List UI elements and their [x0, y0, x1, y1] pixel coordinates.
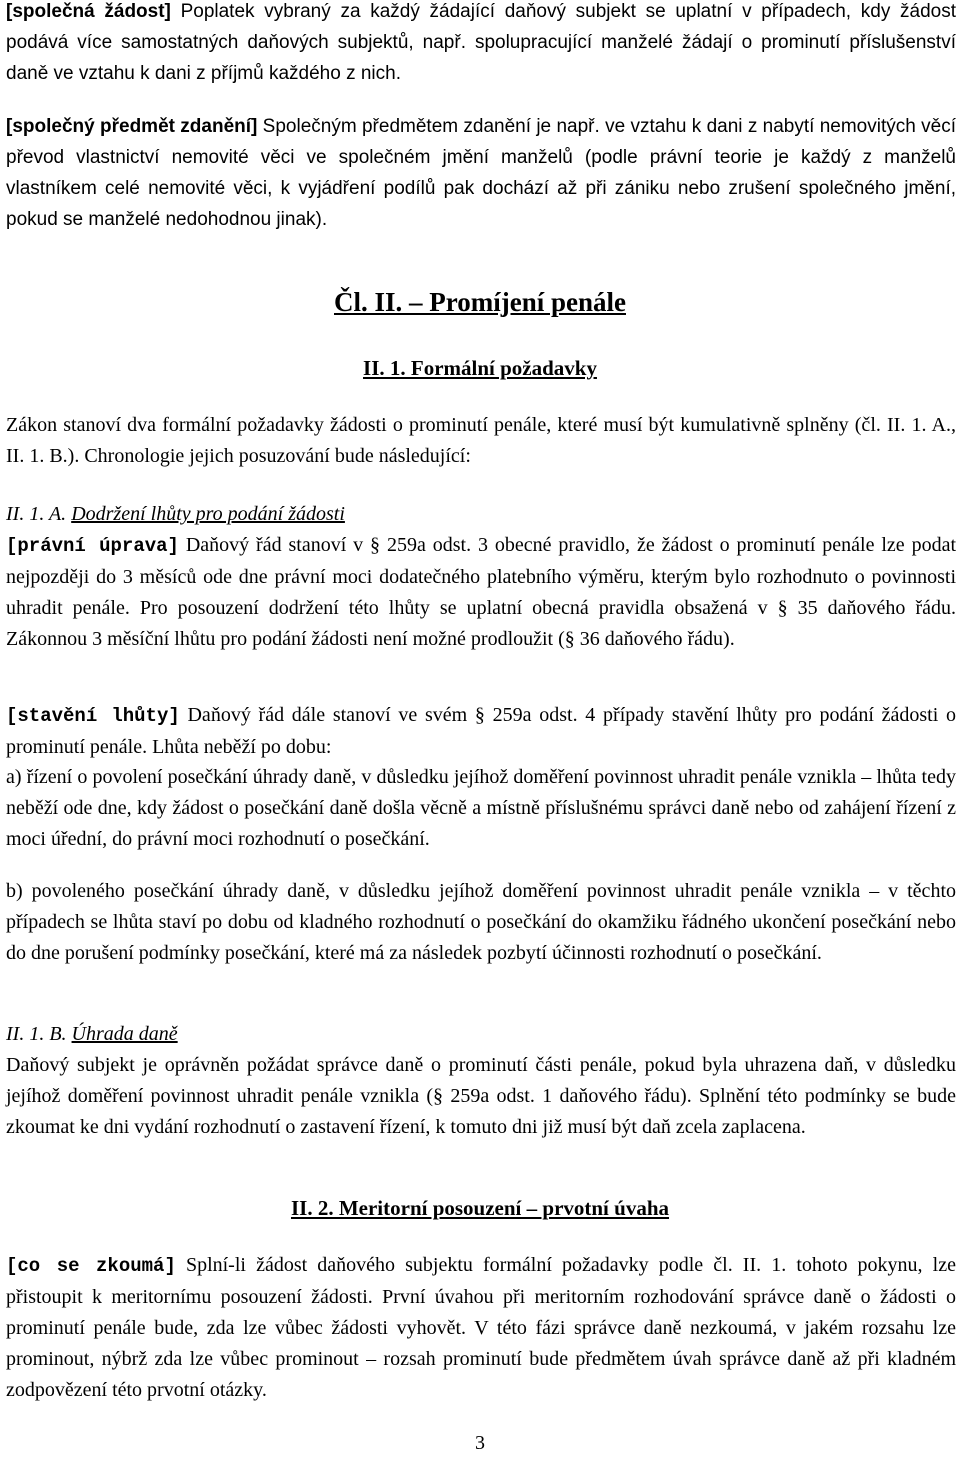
- subsection-heading: [0, 353, 960, 383]
- paragraph-co-se-zkouma: [6, 1250, 956, 1406]
- paragraph-spolecna-zadost: [6, 0, 956, 89]
- paragraph-pravni-uprava: [6, 530, 956, 655]
- subsection-heading-text: II. 1. Formální požadavky: [363, 356, 597, 380]
- subheading-title: Dodržení lhůty pro podání žádosti: [71, 503, 345, 525]
- term-label: [společný předmět zdanění]: [6, 116, 258, 137]
- section-heading: [0, 285, 960, 319]
- paragraph-text: Poplatek vybraný za každý žádající daňový subjekt se uplatní v případech, kdy žádost podává více samostatných daňových subjektů, např. spolupracující manželé žádají o prominutí příslušenství daně ve vztahu k dani z příjmů každého z nich.: [6, 1, 956, 84]
- subsection-heading-text: II. 2. Meritorní posouzení – prvotní úvaha: [290, 1196, 670, 1220]
- term-label: [stavění lhůty]: [6, 705, 180, 727]
- paragraph-text: Daňový řád stanoví v § 259a odst. 3 obecné pravidlo, že žádost o prominutí penále lze podat nejpozději do 3 měsíců ode dne právní moci dodatečného platebního výměru, kterým bylo rozhodnuto o povinnosti uhradit penále. Pro posouzení dodržení této lhůty se uplatní obecná pravidla obsažená v § 35 daňového řádu. Zákonnou 3 měsíční lhůtu pro podání žádosti není možné prodloužit (§ 36 daňového řádu).: [6, 534, 957, 650]
- paragraph-spolecny-predmet: [6, 111, 956, 235]
- term-label: [co se zkoumá]: [6, 1255, 176, 1277]
- paragraph-staveni-lhuty: [6, 700, 956, 763]
- subsection-heading-ii-2: [0, 1193, 960, 1223]
- paragraph-uhrada-dane: Daňový subjekt je oprávněn požádat správce daně o prominutí části penále, pokud byla uhrazena daň, v důsledku jejíhož doměření povinnost uhradit penále vznikla (§ 259a odst. 1 daňového řádu). Splnění této podmínky se bude zkoumat ke dni vydání rozhodnutí o zastavení řízení, k tomuto dni již musí být daň zcela zaplacena.: [6, 1054, 956, 1138]
- list-item-a: a) řízení o povolení posečkání úhrady daně, v důsledku jejíhož doměření povinnost uhradit penále vznikla – lhůta tedy neběží ode dne, kdy žádost o posečkání daně došla věcně a místně příslušnému správci daně nebo od zahájení řízení z moci úřední, do právní moci rozhodnutí o posečkání.: [6, 766, 956, 850]
- list-item-b: b) povoleného posečkání úhrady daně, v důsledku jejíhož doměření povinnost uhradit penále vznikla – v těchto případech se lhůta staví po dobu od kladného rozhodnutí o posečkání do okamžiku řádného ukončení posečkání nebo do dne porušení podmínky posečkání, které má za následek pozbytí účinnosti rozhodnutí o posečkání.: [6, 880, 956, 964]
- subheading-prefix: II. 1. A.: [6, 503, 72, 525]
- paragraph-intro: Zákon stanoví dva formální požadavky žádosti o prominutí penále, které musí být kumulativně splněny (čl. II. 1. A., II. 1. B.). Chronologie jejich posuzování bude následující:: [6, 414, 956, 467]
- term-label: [právní úprava]: [6, 535, 179, 557]
- paragraph-text: Splní-li žádost daňového subjektu formální požadavky podle čl. II. 1. tohoto pokynu, lze přistoupit k meritornímu posouzení žádosti. První úvahou při meritorním rozhodování správce daně o žádosti o prominutí penále bude, zda lze vůbec žádosti vyhovět. V této fázi správce daně nezkoumá, v jakém rozsahu lze prominout, nýbrž zda lze vůbec prominout – rozsah prominutí bude předmětem úvah správce daně až při kladném zodpovězení této prvotní otázky.: [6, 1254, 956, 1401]
- paragraph-text: Společným předmětem zdanění je např. ve vztahu k dani z nabytí nemovitých věcí převod vlastnictví nemovité věci ve společném jmění manželů (podle právní teorie je každý z manželů vlastníkem celé nemovité věci, k vyjádření podílů pak dochází až při zániku nebo zrušení společného jmění, pokud se manželé nedohodnou jinak).: [6, 116, 956, 230]
- paragraph-text: Daňový řád dále stanoví ve svém § 259a odst. 4 případy stavění lhůty pro podání žádosti o prominutí penále. Lhůta neběží po dobu:: [6, 704, 957, 758]
- subheading-prefix: II. 1. B.: [6, 1023, 72, 1045]
- term-label: [společná žádost]: [6, 1, 171, 22]
- subheading-ii-1-a: [6, 499, 956, 530]
- page-number: 3: [475, 1432, 485, 1454]
- subheading-ii-1-b: [6, 1019, 956, 1050]
- subheading-title: Úhrada daně: [71, 1023, 178, 1045]
- section-heading-text: Čl. II. – Promíjení penále: [334, 287, 626, 317]
